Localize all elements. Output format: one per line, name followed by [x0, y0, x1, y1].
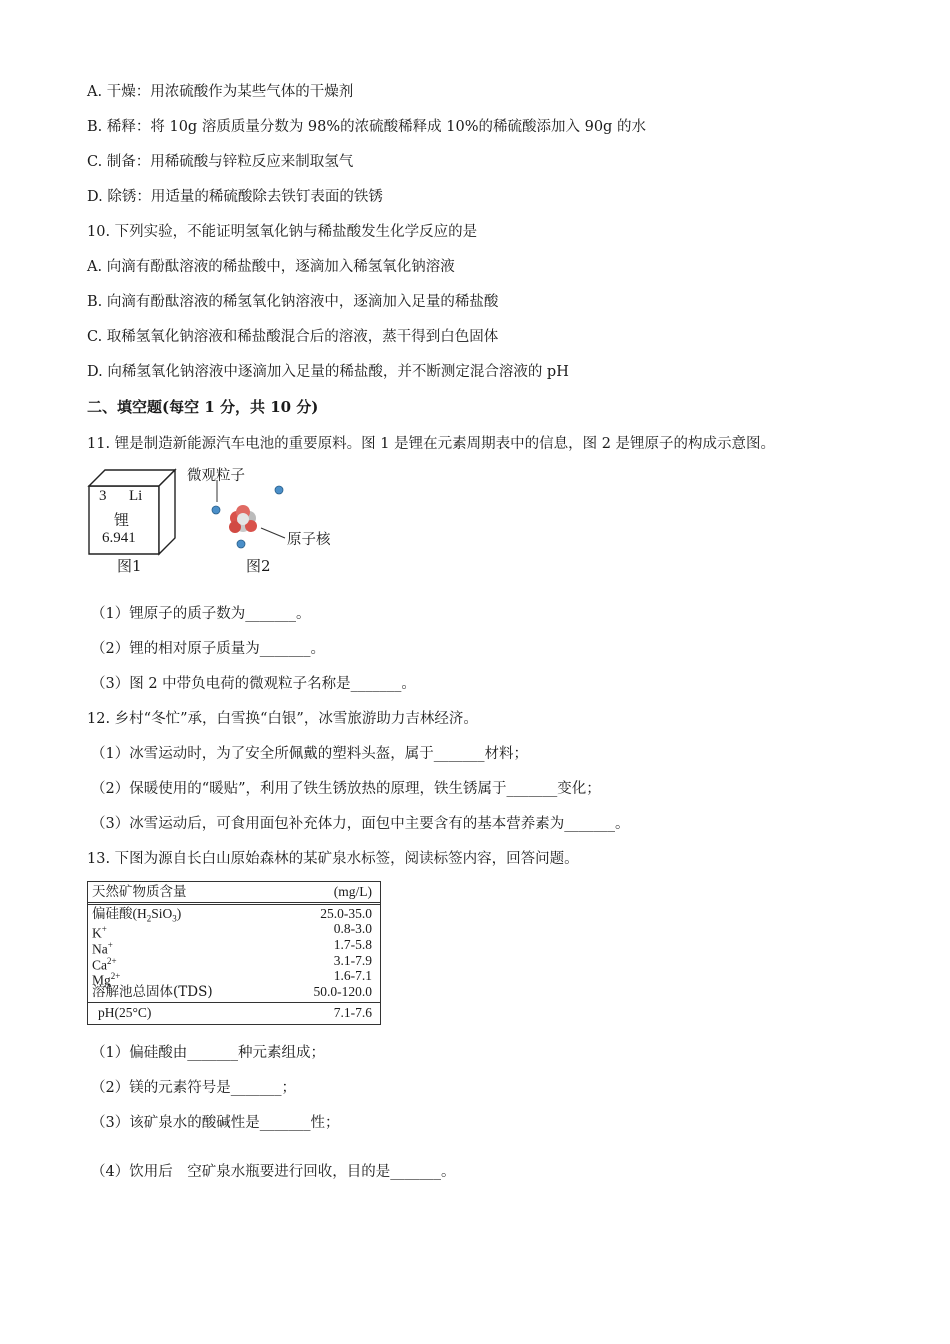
label-row-name: $Mg^{2+}$	[92, 971, 121, 988]
q9-option-b: B. 稀释：将 10g 溶质质量分数为 98%的浓硫酸稀释成 10%的稀硫酸添加入 90g 的水	[87, 119, 646, 135]
label-row-name: $Ca^{2+}$	[92, 956, 117, 973]
q13-sub-2: （2）镁的元素符号是_______；	[91, 1080, 296, 1096]
q13-sub-3: （3）该矿泉水的酸碱性是_______性；	[91, 1115, 340, 1131]
atomic-mass: 6.941	[102, 530, 136, 546]
q13-stem: 13. 下图为源自长白山原始森林的某矿泉水标签，阅读标签内容，回答问题。	[87, 851, 579, 867]
label-row-name: 溶解池总固体(TDS)	[92, 984, 213, 1000]
figure-2-atom-diagram	[185, 462, 355, 557]
q12-sub-3: （3）冰雪运动后，可食用面包补充体力，面包中主要含有的基本营养素为_______。	[91, 816, 630, 832]
q11-sub-1: （1）锂原子的质子数为_______。	[91, 606, 311, 622]
label-divider	[88, 902, 380, 903]
q10-option-c: C. 取稀氢氧化钠溶液和稀盐酸混合后的溶液，蒸干得到白色固体	[87, 329, 499, 345]
q12-stem: 12. 乡村“冬忙”承，白雪换“白银”，冰雪旅游助力吉林经济。	[87, 711, 478, 727]
q10-stem: 10. 下列实验，不能证明氢氧化钠与稀盐酸发生化学反应的是	[87, 224, 478, 240]
q12-sub-1: （1）冰雪运动时，为了安全所佩戴的塑料头盔，属于_______材料；	[91, 746, 528, 762]
figure-1-element-cell	[87, 466, 187, 556]
q9-option-a: A. 干燥：用浓硫酸作为某些气体的干燥剂	[87, 84, 354, 100]
q11-sub-3: （3）图 2 中带负电荷的微观粒子名称是_______。	[91, 676, 416, 692]
label-row-value: 1.7-5.8	[333, 937, 372, 952]
q13-sub-1: （1）偏硅酸由_______种元素组成；	[91, 1045, 325, 1061]
figure-2-caption: 图2	[246, 557, 271, 575]
label-row-name: Na+	[92, 940, 113, 957]
q10-option-a: A. 向滴有酚酞溶液的稀盐酸中，逐滴加入稀氢氧化钠溶液	[87, 259, 455, 275]
atomic-number: 3	[99, 488, 107, 504]
label-row-value: 3.1-7.9	[333, 953, 372, 968]
label-header-unit: (mg/L)	[333, 884, 372, 899]
q13-sub-4: （4）饮用后 空矿泉水瓶要进行回收，目的是_______。	[91, 1164, 456, 1180]
label-header-name: 天然矿物质含量	[92, 884, 187, 900]
q11-stem: 11. 锂是制造新能源汽车电池的重要原料。图 1 是锂在元素周期表中的信息，图 2 是锂原子的构成示意图。	[87, 436, 776, 452]
q10-option-b: B. 向滴有酚酞溶液的稀氢氧化钠溶液中，逐滴加入足量的稀盐酸	[87, 294, 499, 310]
particle-label: 微观粒子	[187, 468, 245, 484]
element-name: 锂	[114, 513, 130, 529]
label-row-value: 50.0-120.0	[313, 984, 372, 999]
q12-sub-2: （2）保暖使用的“暖贴”，利用了铁生锈放热的原理，铁生锈属于_______变化；	[91, 781, 601, 797]
q9-option-d: D. 除锈：用适量的稀硫酸除去铁钉表面的铁锈	[87, 189, 383, 205]
label-ph-value: 7.1-7.6	[333, 1005, 372, 1020]
label-ph-name: pH(25°C)	[98, 1005, 152, 1020]
q11-sub-2: （2）锂的相对原子质量为_______。	[91, 641, 325, 657]
figure-1-caption: 图1	[117, 557, 142, 575]
label-divider	[88, 904, 380, 905]
label-row-name: K+	[92, 924, 107, 941]
label-row-value: 0.8-3.0	[333, 921, 372, 936]
q9-option-c: C. 制备：用稀硫酸与锌粒反应来制取氢气	[87, 154, 354, 170]
label-row-value: 1.6-7.1	[333, 968, 372, 983]
q10-option-d: D. 向稀氢氧化钠溶液中逐滴加入足量的稀盐酸，并不断测定混合溶液的 pH	[87, 364, 569, 380]
mineral-water-label	[87, 881, 381, 1025]
section-title: 二、填空题(每空 1 分，共 10 分)	[87, 398, 319, 416]
label-row-name: 偏硅酸$(H_2SiO_3)$	[92, 906, 182, 924]
label-row-value: 25.0-35.0	[320, 906, 372, 921]
element-symbol: Li	[129, 488, 143, 504]
nucleus-label: 原子核	[287, 532, 331, 548]
label-divider	[88, 1002, 380, 1003]
